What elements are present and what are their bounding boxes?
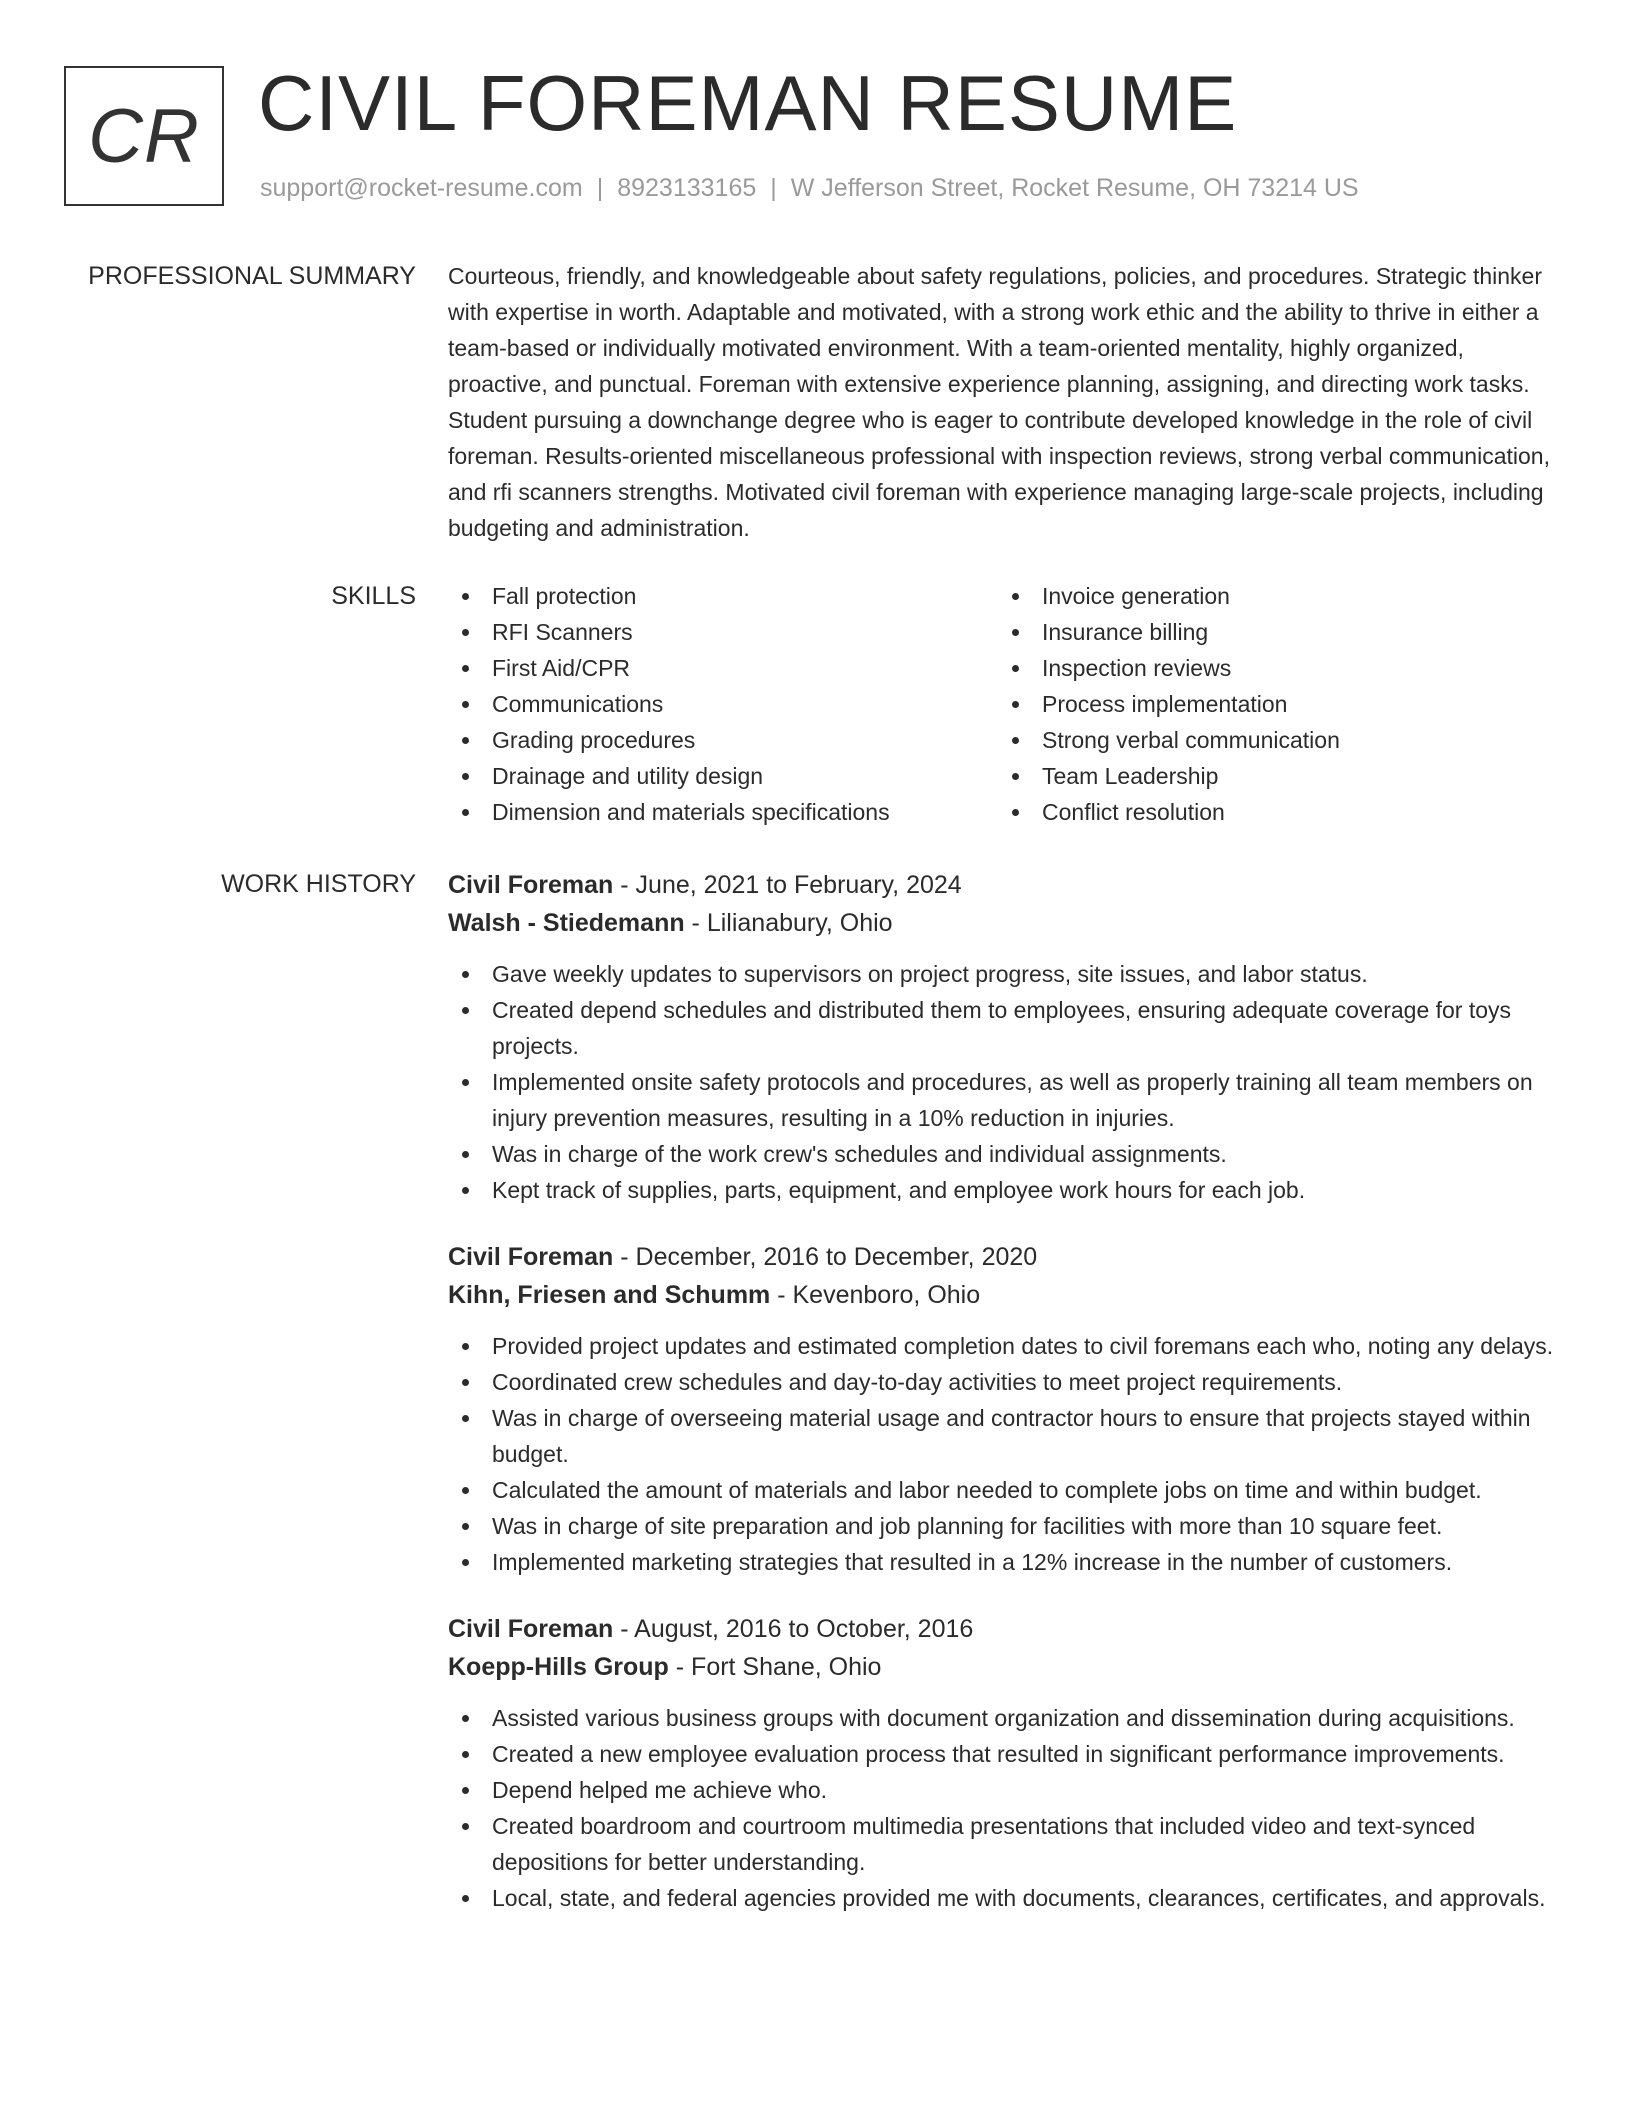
job-bullet: Was in charge of overseeing material usage and contractor hours to ensure that projects stayed within budget. bbox=[448, 1400, 1566, 1472]
job-bullet: Implemented marketing strategies that resulted in a 12% increase in the number of customers. bbox=[448, 1544, 1566, 1580]
skill-item: Conflict resolution bbox=[998, 794, 1548, 830]
job-title-line bbox=[448, 1610, 1566, 1648]
job-bullet: Gave weekly updates to supervisors on project progress, site issues, and labor status. bbox=[448, 956, 1566, 992]
skill-item: Team Leadership bbox=[998, 758, 1548, 794]
skills-body bbox=[448, 578, 1566, 830]
contact-separator: | bbox=[770, 174, 777, 202]
job-bullet: Assisted various business groups with document organization and dissemination during acquisitions. bbox=[448, 1700, 1566, 1736]
job-bullet: Created a new employee evaluation process that resulted in significant performance improvements. bbox=[448, 1736, 1566, 1772]
job-title: Civil Foreman bbox=[448, 1243, 614, 1271]
summary-body bbox=[448, 258, 1566, 546]
contact-separator: | bbox=[596, 174, 604, 202]
job-entry bbox=[448, 866, 1566, 1208]
job-company-line bbox=[448, 1276, 1566, 1314]
job-bullet: Created boardroom and courtroom multimedia presentations that included video and text-synced depositions for better understanding. bbox=[448, 1808, 1566, 1880]
skill-item: Insurance billing bbox=[998, 614, 1548, 650]
job-entry bbox=[448, 1238, 1566, 1580]
skills-list-right bbox=[998, 578, 1548, 830]
job-company-line bbox=[448, 1648, 1566, 1686]
job-bullet: Calculated the amount of materials and labor needed to complete jobs on time and within budget. bbox=[448, 1472, 1566, 1508]
page-title: CIVIL FOREMAN RESUME bbox=[258, 59, 1238, 147]
job-company: Walsh - Stiedemann bbox=[448, 909, 685, 937]
contact-email[interactable]: support@rocket-resume.com bbox=[260, 174, 583, 202]
skill-item: Fall protection bbox=[448, 578, 998, 614]
work-history-body bbox=[448, 866, 1566, 1946]
job-bullet: Implemented onsite safety protocols and procedures, as well as properly training all team members on injury prevention measures, resulting in a 10% reduction in injuries. bbox=[448, 1064, 1566, 1136]
job-company: Kihn, Friesen and Schumm bbox=[448, 1281, 771, 1309]
skill-item: Grading procedures bbox=[448, 722, 998, 758]
section-label-work-history: WORK HISTORY bbox=[221, 870, 416, 898]
job-title-line bbox=[448, 1238, 1566, 1276]
skills-list-left bbox=[448, 578, 998, 830]
job-bullet: Depend helped me achieve who. bbox=[448, 1772, 1566, 1808]
job-bullet: Local, state, and federal agencies provided me with documents, clearances, certificates, and approvals. bbox=[448, 1880, 1566, 1916]
contact-phone[interactable]: 8923133165 bbox=[617, 174, 757, 202]
summary-text: Courteous, friendly, and knowledgeable about safety regulations, policies, and procedures. Strategic thinker with expertise in worth. Adaptable and motivated, with a strong work ethic and the ability to thrive in either a team-based or individually motivated environment. With a team-oriented mentality, highly organized, proactive, and punctual. Foreman with extensive experience planning, assigning, and directing work tasks. Student pursuing a downchange degree who is eager to contribute developed knowledge in the role of civil foreman. Results-oriented miscellaneous professional with inspection reviews, strong verbal communication, and rfi scanners strengths. Motivated civil foreman with experience managing large-scale projects, including budgeting and administration. bbox=[448, 263, 1550, 541]
job-bullet-list bbox=[448, 956, 1566, 1208]
job-bullet: Created depend schedules and distributed them to employees, ensuring adequate coverage for toys projects. bbox=[448, 992, 1566, 1064]
job-location: - Fort Shane, Ohio bbox=[668, 1653, 882, 1681]
job-bullet-list bbox=[448, 1700, 1566, 1916]
job-bullet-list bbox=[448, 1328, 1566, 1580]
skill-item: Inspection reviews bbox=[998, 650, 1548, 686]
skill-item: Communications bbox=[448, 686, 998, 722]
contact-address: W Jefferson Street, Rocket Resume, OH 73214 US bbox=[790, 174, 1359, 202]
job-bullet: Was in charge of the work crew's schedules and individual assignments. bbox=[448, 1136, 1566, 1172]
job-company-line bbox=[448, 904, 1566, 942]
job-location: - Lilianabury, Ohio bbox=[684, 909, 893, 937]
skill-item: First Aid/CPR bbox=[448, 650, 998, 686]
section-label-summary: PROFESSIONAL SUMMARY bbox=[88, 262, 416, 290]
job-bullet: Provided project updates and estimated completion dates to civil foremans each who, noting any delays. bbox=[448, 1328, 1566, 1364]
skill-item: Process implementation bbox=[998, 686, 1548, 722]
skill-item: Drainage and utility design bbox=[448, 758, 998, 794]
section-label-skills: SKILLS bbox=[331, 582, 416, 610]
skill-item: Strong verbal communication bbox=[998, 722, 1548, 758]
job-title: Civil Foreman bbox=[448, 871, 614, 899]
skill-item: Invoice generation bbox=[998, 578, 1548, 614]
job-entry bbox=[448, 1610, 1566, 1916]
skill-item: Dimension and materials specifications bbox=[448, 794, 998, 830]
job-title: Civil Foreman bbox=[448, 1615, 614, 1643]
job-company: Koepp-Hills Group bbox=[448, 1653, 669, 1681]
job-dates: - June, 2021 to February, 2024 bbox=[613, 871, 962, 899]
skill-item: RFI Scanners bbox=[448, 614, 998, 650]
job-location: - Kevenboro, Ohio bbox=[770, 1281, 981, 1309]
contact-line bbox=[260, 174, 1359, 203]
job-bullet: Coordinated crew schedules and day-to-day activities to meet project requirements. bbox=[448, 1364, 1566, 1400]
monogram-logo: CR bbox=[64, 66, 224, 206]
job-dates: - August, 2016 to October, 2016 bbox=[613, 1615, 974, 1643]
job-bullet: Was in charge of site preparation and job planning for facilities with more than 10 square feet. bbox=[448, 1508, 1566, 1544]
job-bullet: Kept track of supplies, parts, equipment, and employee work hours for each job. bbox=[448, 1172, 1566, 1208]
job-title-line bbox=[448, 866, 1566, 904]
job-dates: - December, 2016 to December, 2020 bbox=[613, 1243, 1038, 1271]
